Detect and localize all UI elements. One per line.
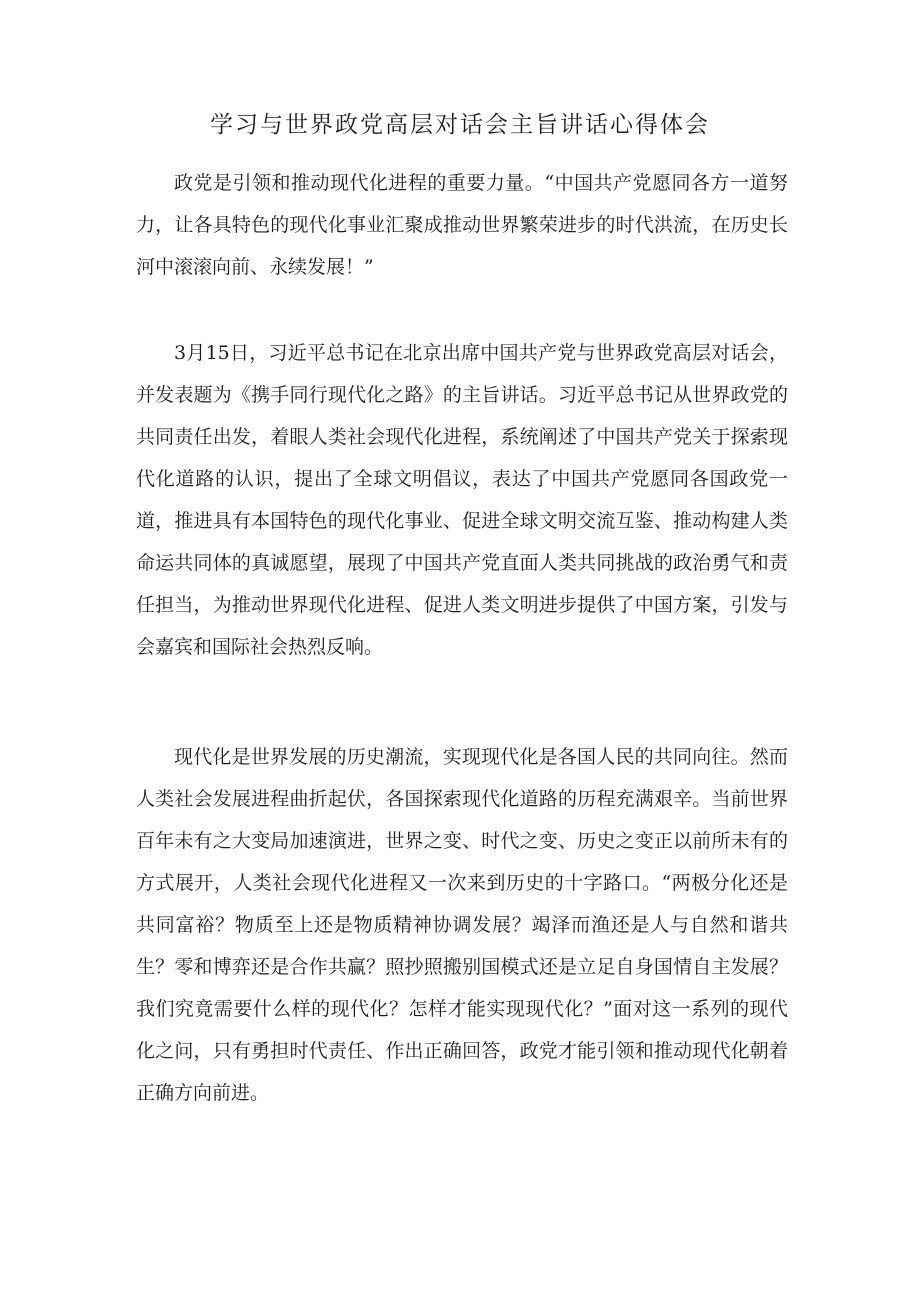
document-title: 学习与世界政党高层对话会主旨讲话心得体会 (210, 112, 710, 138)
paragraph-1: 政党是引领和推动现代化进程的重要力量。“中国共产党愿同各方一道努力，让各具特色的现代化事业汇聚成推动世界繁荣进步的时代洪流，在历史长河中滚滚向前、永续发展！” (136, 172, 788, 278)
paragraph-3: 现代化是世界发展的历史潮流，实现现代化是各国人民的共同向往。然而人类社会发展进程曲折起伏，各国探索现代化道路的历程充满艰辛。当前世界百年未有之大变局加速演进，世界之变、时代之变、历史之变正以前所未有的方式展开，人类社会现代化进程又一次来到历史的十字路口。“两极分化还是共同富裕？物质至上还是物质精神协调发展？竭泽而渔还是人与自然和谐共生？零和博弈还是合作共赢？照抄照搬别国模式还是立足自身国情自主发展？我们究竟需要什么样的现代化？怎样才能实现现代化？”面对这一系列的现代化之问，只有勇担时代责任、作出正确回答，政党才能引领和推动现代化朝着正确方向前进。 (136, 746, 788, 1104)
paragraph-2: 3月15日，习近平总书记在北京出席中国共产党与世界政党高层对话会，并发表题为《携手同行现代化之路》的主旨讲话。习近平总书记从世界政党的共同责任出发，着眼人类社会现代化进程，系统阐述了中国共产党关于探索现代化道路的认识，提出了全球文明倡议，表达了中国共产党愿同各国政党一道，推进具有本国特色的现代化事业、促进全球文明交流互鉴、推动构建人类命运共同体的真诚愿望，展现了中国共产党直面人类共同挑战的政治勇气和责任担当，为推动世界现代化进程、促进人类文明进步提供了中国方案，引发与会嘉宾和国际社会热烈反响。 (136, 342, 788, 658)
